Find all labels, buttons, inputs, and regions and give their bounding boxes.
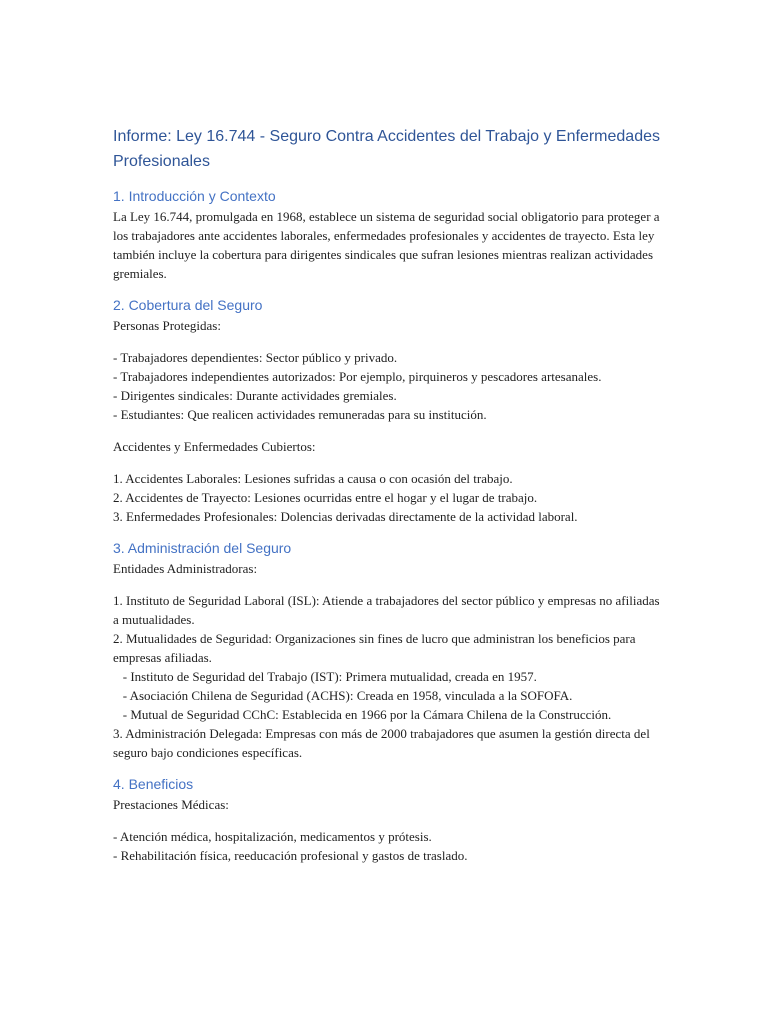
list-item: - Mutual de Seguridad CChC: Establecida en 1966 por la Cámara Chilena de la Construcción. xyxy=(113,707,612,722)
subheading-text: Personas Protegidas: xyxy=(113,318,221,333)
spacer xyxy=(113,424,661,437)
list-item: 2. Mutualidades de Seguridad: Organizaciones sin fines de lucro que administran los beneficios para empresas afiliadas. xyxy=(113,631,636,665)
list-item: 3. Enfermedades Profesionales: Dolencias derivadas directamente de la actividad laboral. xyxy=(113,509,578,524)
subheading-text: Accidentes y Enfermedades Cubiertos: xyxy=(113,439,316,454)
list-item: 3. Administración Delegada: Empresas con más de 2000 trabajadores que asumen la gestión directa del seguro bajo condiciones específicas. xyxy=(113,726,650,760)
list-item: - Atención médica, hospitalización, medicamentos y prótesis. xyxy=(113,829,432,844)
list-item: 2. Accidentes de Trayecto: Lesiones ocurridas entre el hogar y el lugar de trabajo. xyxy=(113,490,538,505)
subheading-text: Entidades Administradoras: xyxy=(113,561,258,576)
list-item: - Trabajadores independientes autorizados: Por ejemplo, pirquineros y pescadores artesanales. xyxy=(113,369,602,384)
list-item: - Asociación Chilena de Seguridad (ACHS): Creada en 1958, vinculada a la SOFOFA. xyxy=(113,688,573,703)
section-administracion xyxy=(113,538,661,762)
section-introduccion xyxy=(113,186,661,283)
section-heading: 4. Beneficios xyxy=(113,776,194,792)
list-item: - Rehabilitación física, reeducación profesional y gastos de traslado. xyxy=(113,848,468,863)
spacer xyxy=(113,814,661,827)
spacer xyxy=(113,578,661,591)
list-item: 1. Accidentes Laborales: Lesiones sufridas a causa o con ocasión del trabajo. xyxy=(113,471,513,486)
section-heading: 1. Introducción y Contexto xyxy=(113,188,276,204)
section-cobertura xyxy=(113,295,661,526)
spacer xyxy=(113,335,661,348)
paragraph: La Ley 16.744, promulgada en 1968, establece un sistema de seguridad social obligatorio para proteger a los trabajadores ante accidentes laborales, enfermedades profesionales y accidentes de trayecto. Esta ley también incluye la cobertura para dirigentes sindicales que sufran lesiones mientras realizan actividades gremiales. xyxy=(113,209,660,281)
document-title: Informe: Ley 16.744 - Seguro Contra Accidentes del Trabajo y Enfermedades Profesionales xyxy=(113,128,660,170)
subheading-text: Prestaciones Médicas: xyxy=(113,797,229,812)
list-item: - Dirigentes sindicales: Durante actividades gremiales. xyxy=(113,388,397,403)
list-item: - Estudiantes: Que realicen actividades remuneradas para su institución. xyxy=(113,407,487,422)
section-beneficios xyxy=(113,774,661,865)
section-heading: 3. Administración del Seguro xyxy=(113,540,292,556)
spacer xyxy=(113,456,661,469)
section-heading: 2. Cobertura del Seguro xyxy=(113,297,263,313)
list-item: 1. Instituto de Seguridad Laboral (ISL): Atiende a trabajadores del sector público y empresas no afiliadas a mutualidades. xyxy=(113,593,660,627)
list-item: - Trabajadores dependientes: Sector público y privado. xyxy=(113,350,398,365)
document-page xyxy=(113,124,661,877)
list-item: - Instituto de Seguridad del Trabajo (IST): Primera mutualidad, creada en 1957. xyxy=(113,669,537,684)
